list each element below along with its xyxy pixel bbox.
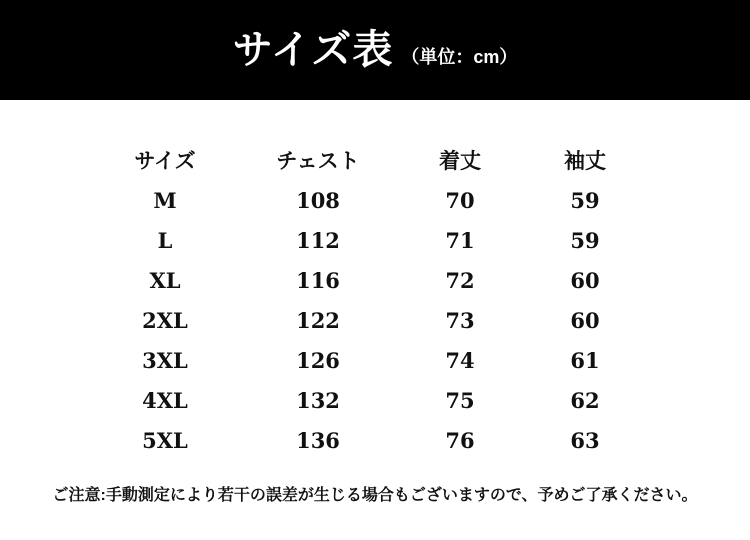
chest-cell: 116 [296,267,340,293]
length-cell: 74 [445,347,475,373]
table-row [90,340,646,380]
chest-cell: 126 [296,347,340,373]
chest-cell: 122 [296,307,340,333]
table-row [90,260,646,300]
chest-cell: 136 [296,427,340,453]
size-cell: 5XL [142,427,188,453]
length-cell: 75 [445,387,475,413]
column-header-size: サイズ [134,148,196,173]
unit-label: （単位：cm） [401,47,518,67]
column-header-sleeve: 袖丈 [564,148,606,173]
chest-cell: 132 [296,387,340,413]
size-table-body [90,180,646,460]
title-bar [0,0,750,100]
sleeve-cell: 62 [570,387,600,413]
page-title: サイズ表 [232,28,394,72]
table-row [90,420,646,460]
chest-cell: 108 [296,187,340,213]
size-cell: XL [149,267,181,293]
size-cell: L [157,227,173,253]
size-cell: 2XL [142,307,188,333]
sleeve-cell: 59 [570,187,600,213]
size-table [90,140,646,460]
sleeve-cell: 60 [570,267,600,293]
table-row [90,300,646,340]
footer-note: ご注意:手動測定により若干の誤差が生じる場合もございますので、予めご了承ください。 [52,486,698,504]
length-cell: 70 [445,187,475,213]
size-cell: M [153,187,177,213]
sleeve-cell: 61 [570,347,600,373]
length-cell: 76 [445,427,475,453]
length-cell: 73 [445,307,475,333]
chest-cell: 112 [296,227,340,253]
column-header-chest: チェスト [276,148,360,173]
size-cell: 4XL [142,387,188,413]
column-header-length: 着丈 [439,148,481,173]
sleeve-cell: 59 [570,227,600,253]
table-row [90,180,646,220]
title-line [233,30,518,70]
size-cell: 3XL [142,347,188,373]
table-row [90,380,646,420]
header-row [90,140,646,180]
length-cell: 71 [445,227,475,253]
size-table-header [90,140,646,180]
length-cell: 72 [445,267,475,293]
sleeve-cell: 63 [570,427,600,453]
table-row [90,220,646,260]
sleeve-cell: 60 [570,307,600,333]
